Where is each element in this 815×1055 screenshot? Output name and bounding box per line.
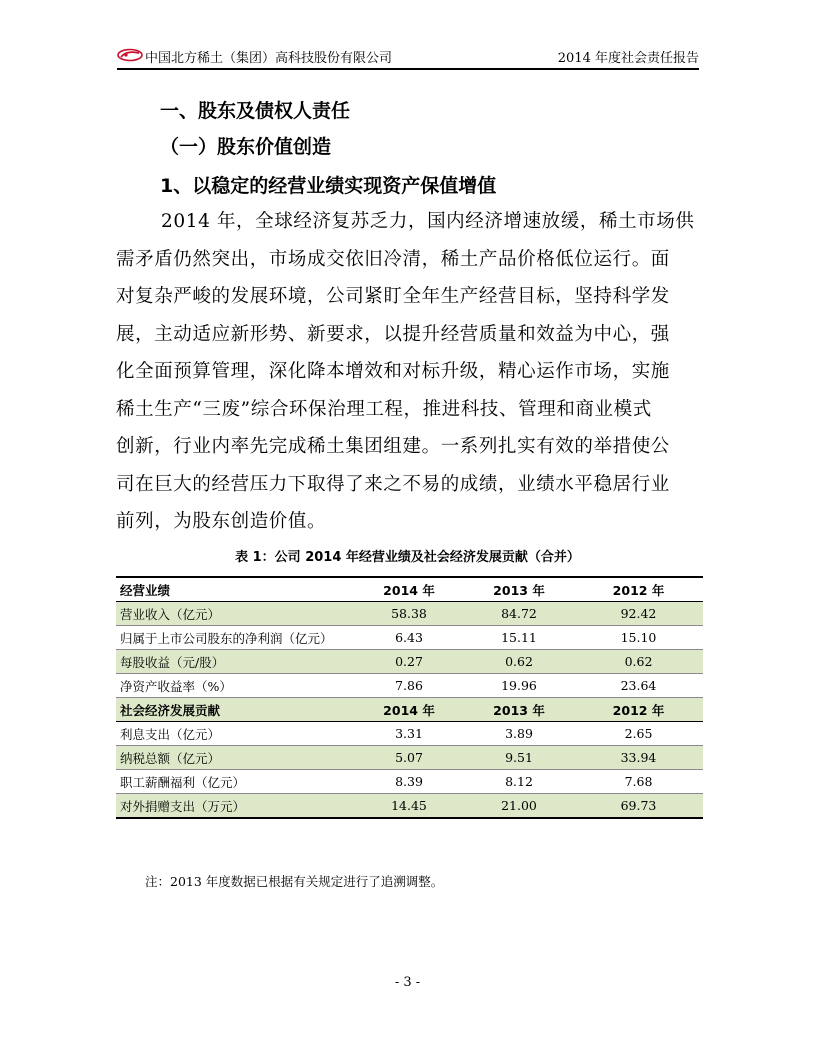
table-header-cell: 2014 年 [354, 577, 464, 602]
table-row [116, 746, 703, 770]
table-cell: 9.51 [464, 746, 574, 770]
table-section-header [116, 577, 703, 602]
paragraph-line: 对复杂严峻的发展环境，公司紧盯全年生产经营目标，坚持科学发 [116, 286, 670, 307]
table-cell: 5.07 [354, 746, 464, 770]
page-number: - 3 - [394, 975, 421, 990]
report-title: 2014 年度社会责任报告 [557, 51, 699, 66]
table-header-cell: 社会经济发展贡献 [116, 698, 354, 722]
table-cell: 3.31 [354, 722, 464, 746]
table-header-cell: 2012 年 [574, 577, 703, 602]
table-row [116, 722, 703, 746]
company-logo-icon [117, 48, 143, 62]
table-cell: 2.65 [574, 722, 703, 746]
table-cell: 每股收益（元/股） [116, 650, 354, 674]
table-row [116, 626, 703, 650]
paragraph-line: 前列，为股东创造价值。 [116, 511, 327, 532]
table-cell: 69.73 [574, 794, 703, 819]
table-note: 注：2013 年度数据已根据有关规定进行了追溯调整。 [145, 874, 444, 889]
table-cell: 15.10 [574, 626, 703, 650]
table-header-cell: 2013 年 [464, 577, 574, 602]
table-cell: 33.94 [574, 746, 703, 770]
table-cell: 0.27 [354, 650, 464, 674]
page-header [117, 44, 699, 70]
table-cell: 净资产收益率（%） [116, 674, 354, 698]
table-cell: 84.72 [464, 602, 574, 626]
table-header-cell: 经营业绩 [116, 577, 354, 602]
table-cell: 6.43 [354, 626, 464, 650]
table-row [116, 794, 703, 819]
table-cell: 92.42 [574, 602, 703, 626]
table-cell: 0.62 [574, 650, 703, 674]
table-cell: 3.89 [464, 722, 574, 746]
table-cell: 8.39 [354, 770, 464, 794]
section-heading: 一、股东及债权人责任 [160, 100, 351, 122]
table-cell: 纳税总额（亿元） [116, 746, 354, 770]
table-header-cell: 2012 年 [574, 698, 703, 722]
topic-heading: 1、以稳定的经营业绩实现资产保值增值 [160, 175, 497, 197]
table-row [116, 602, 703, 626]
body-paragraph [116, 203, 698, 541]
table-cell: 19.96 [464, 674, 574, 698]
table-row [116, 650, 703, 674]
table-cell: 利息支出（亿元） [116, 722, 354, 746]
table-cell: 7.86 [354, 674, 464, 698]
paragraph-line: 稀土生产“三废”综合环保治理工程，推进科技、管理和商业模式 [116, 398, 652, 420]
table-cell: 0.62 [464, 650, 574, 674]
table-cell: 23.64 [574, 674, 703, 698]
table-cell: 21.00 [464, 794, 574, 819]
subsection-heading: （一）股东价值创造 [160, 136, 332, 158]
paragraph-line: 创新，行业内率先完成稀土集团组建。一系列扎实有效的举措使公 [116, 436, 670, 457]
table-section-header [116, 698, 703, 722]
paragraph-line: 司在巨大的经营压力下取得了来之不易的成绩，业绩水平稳居行业 [116, 473, 670, 495]
table-header-cell: 2013 年 [464, 698, 574, 722]
table-cell: 归属于上市公司股东的净利润（亿元） [116, 626, 354, 650]
performance-table [116, 576, 703, 819]
table-cell: 对外捐赠支出（万元） [116, 794, 354, 819]
table-cell: 8.12 [464, 770, 574, 794]
table-cell: 58.38 [354, 602, 464, 626]
paragraph-line: 需矛盾仍然突出，市场成交依旧冷清，稀土产品价格低位运行。面 [116, 248, 670, 270]
table-cell: 14.45 [354, 794, 464, 819]
table-row [116, 674, 703, 698]
table-caption: 表 1：公司 2014 年经营业绩及社会经济发展贡献（合并） [235, 550, 580, 565]
table-header-cell: 2014 年 [354, 698, 464, 722]
paragraph-line: 2014 年，全球经济复苏乏力，国内经济增速放缓，稀土市场供 [161, 211, 695, 232]
table-cell: 7.68 [574, 770, 703, 794]
company-name: 中国北方稀土（集团）高科技股份有限公司 [145, 51, 393, 66]
paragraph-line: 化全面预算管理，深化降本增效和对标升级，精心运作市场，实施 [116, 361, 670, 382]
table-cell: 营业收入（亿元） [116, 602, 354, 626]
table-row [116, 770, 703, 794]
table-cell: 职工薪酬福利（亿元） [116, 770, 354, 794]
paragraph-line: 展，主动适应新形势、新要求，以提升经营质量和效益为中心，强 [116, 323, 670, 345]
table-cell: 15.11 [464, 626, 574, 650]
